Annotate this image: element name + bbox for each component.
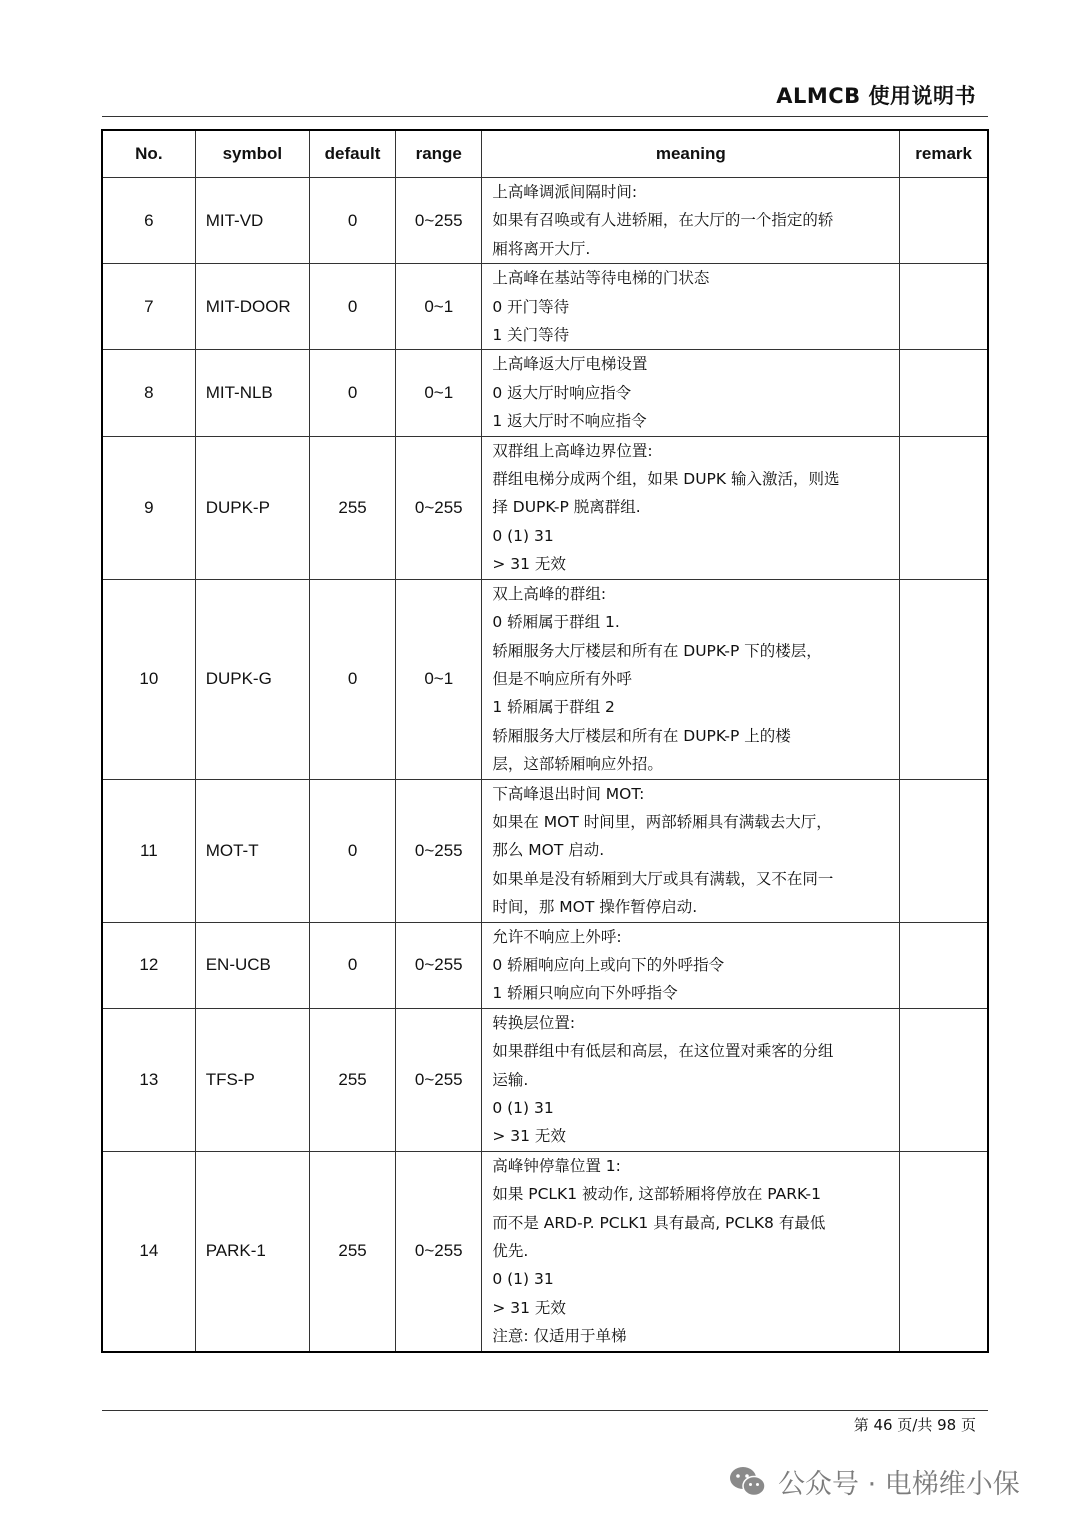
table-row bbox=[102, 350, 988, 436]
cell-no: 6 bbox=[102, 178, 195, 264]
meaning-line: 层，这部轿厢响应外招。 bbox=[492, 755, 663, 774]
meaning-line: 而不是 ARD-P. PCLK1 具有最高, PCLK8 有最低 bbox=[492, 1213, 826, 1232]
meaning-line: > 31 无效 bbox=[492, 1298, 566, 1317]
meaning-line: 注意: 仅适用于单梯 bbox=[492, 1327, 627, 1346]
cell-default: 0 bbox=[309, 779, 395, 922]
meaning-line: 0 (1) 31 bbox=[492, 526, 554, 545]
meaning-line: 优先. bbox=[492, 1242, 529, 1261]
cell-default: 0 bbox=[309, 264, 395, 350]
meaning-line: 双群组上高峰边界位置: bbox=[492, 441, 653, 460]
table-row bbox=[102, 436, 988, 579]
cell-range: 0~255 bbox=[396, 779, 482, 922]
column-header-meaning: meaning bbox=[482, 130, 900, 178]
cell-meaning bbox=[482, 436, 900, 579]
meaning-line: 0 返大厅时响应指令 bbox=[492, 383, 632, 402]
column-header-default: default bbox=[309, 130, 395, 178]
cell-default: 255 bbox=[309, 1008, 395, 1151]
header-rule bbox=[102, 116, 988, 117]
cell-symbol: MIT-DOOR bbox=[195, 264, 309, 350]
column-header-remark: remark bbox=[900, 130, 988, 178]
table-row bbox=[102, 264, 988, 350]
cell-no: 8 bbox=[102, 350, 195, 436]
cell-default: 255 bbox=[309, 1151, 395, 1351]
meaning-line: 0 (1) 31 bbox=[492, 1099, 554, 1117]
cell-remark bbox=[900, 264, 988, 350]
table-row bbox=[102, 1008, 988, 1151]
column-header-range: range bbox=[396, 130, 482, 178]
cell-meaning bbox=[482, 1008, 900, 1151]
meaning-line: > 31 无效 bbox=[492, 1127, 566, 1146]
page-number: 第 46 页/共 98 页 bbox=[853, 1416, 976, 1434]
meaning-line: 如果单是没有轿厢到大厅或具有满载，又不在同一 bbox=[492, 869, 834, 888]
wechat-icon bbox=[728, 1465, 768, 1499]
meaning-line: 时间，那 MOT 操作暂停启动. bbox=[492, 898, 698, 917]
meaning-line: 轿厢服务大厅楼层和所有在 DUPK-P 下的楼层， bbox=[492, 641, 822, 660]
cell-remark bbox=[900, 579, 988, 779]
meaning-line: 群组电梯分成两个组，如果 DUPK 输入激活，则选 bbox=[492, 470, 840, 489]
meaning-line: 如果有召唤或有人进轿厢，在大厅的一个指定的轿 bbox=[492, 211, 834, 230]
meaning-line: 转换层位置: bbox=[492, 1013, 576, 1032]
meaning-line: 上高峰调派间隔时间: bbox=[492, 183, 638, 201]
table-row bbox=[102, 779, 988, 922]
cell-no: 11 bbox=[102, 779, 195, 922]
meaning-line: 但是不响应所有外呼 bbox=[492, 669, 632, 688]
meaning-line: 0 轿厢属于群组 1. bbox=[492, 613, 620, 632]
cell-no: 13 bbox=[102, 1008, 195, 1151]
cell-range: 0~1 bbox=[396, 579, 482, 779]
cell-symbol: MIT-NLB bbox=[195, 350, 309, 436]
meaning-line: 下高峰退出时间 MOT: bbox=[492, 784, 645, 803]
cell-range: 0~1 bbox=[396, 350, 482, 436]
meaning-line: 0 (1) 31 bbox=[492, 1270, 554, 1289]
meaning-line: 0 轿厢响应向上或向下的外呼指令 bbox=[492, 955, 725, 974]
cell-range: 0~255 bbox=[396, 1151, 482, 1351]
cell-default: 0 bbox=[309, 350, 395, 436]
cell-no: 9 bbox=[102, 436, 195, 579]
cell-range: 0~255 bbox=[396, 178, 482, 264]
cell-range: 0~1 bbox=[396, 264, 482, 350]
cell-symbol: MIT-VD bbox=[195, 178, 309, 264]
table-row bbox=[102, 579, 988, 779]
cell-symbol: PARK-1 bbox=[195, 1151, 309, 1351]
meaning-line: 高峰钟停靠位置 1: bbox=[492, 1156, 621, 1175]
cell-symbol: MOT-T bbox=[195, 779, 309, 922]
meaning-line: 1 轿厢只响应向下外呼指令 bbox=[492, 984, 678, 1003]
document-title: ALMCB 使用说明书 bbox=[776, 84, 976, 108]
cell-remark bbox=[900, 779, 988, 922]
meaning-line: 那么 MOT 启动. bbox=[492, 841, 605, 860]
watermark bbox=[728, 1462, 1020, 1501]
meaning-line: 如果群组中有低层和高层，在这位置对乘客的分组 bbox=[492, 1042, 834, 1061]
table-body bbox=[102, 178, 988, 1352]
cell-meaning bbox=[482, 264, 900, 350]
meaning-line: 0 开门等待 bbox=[492, 297, 570, 316]
cell-default: 0 bbox=[309, 922, 395, 1008]
cell-remark bbox=[900, 350, 988, 436]
cell-no: 12 bbox=[102, 922, 195, 1008]
cell-remark bbox=[900, 1151, 988, 1351]
cell-symbol: DUPK-G bbox=[195, 579, 309, 779]
cell-symbol: TFS-P bbox=[195, 1008, 309, 1151]
cell-meaning bbox=[482, 1151, 900, 1351]
column-header-no: No. bbox=[102, 130, 195, 178]
cell-meaning bbox=[482, 579, 900, 779]
meaning-line: 运输. bbox=[492, 1070, 529, 1089]
cell-symbol: DUPK-P bbox=[195, 436, 309, 579]
meaning-line: > 31 无效 bbox=[492, 555, 566, 574]
meaning-line: 如果 PCLK1 被动作, 这部轿厢将停放在 PARK-1 bbox=[492, 1185, 822, 1204]
meaning-line: 1 返大厅时不响应指令 bbox=[492, 412, 647, 431]
meaning-line: 如果在 MOT 时间里，两部轿厢具有满载去大厅， bbox=[492, 812, 832, 831]
meaning-line: 厢将离开大厅. bbox=[492, 239, 591, 258]
meaning-line: 1 轿厢属于群组 2 bbox=[492, 698, 615, 717]
cell-default: 0 bbox=[309, 579, 395, 779]
meaning-line: 择 DUPK-P 脱离群组. bbox=[492, 498, 641, 517]
footer-rule bbox=[102, 1410, 988, 1411]
cell-no: 7 bbox=[102, 264, 195, 350]
meaning-line: 双上高峰的群组: bbox=[492, 584, 607, 603]
cell-meaning bbox=[482, 178, 900, 264]
cell-default: 0 bbox=[309, 178, 395, 264]
cell-meaning bbox=[482, 779, 900, 922]
cell-range: 0~255 bbox=[396, 1008, 482, 1151]
meaning-line: 轿厢服务大厅楼层和所有在 DUPK-P 上的楼 bbox=[492, 726, 791, 745]
meaning-line: 允许不响应上外呼: bbox=[492, 927, 622, 946]
table-row bbox=[102, 922, 988, 1008]
cell-range: 0~255 bbox=[396, 436, 482, 579]
cell-meaning bbox=[482, 350, 900, 436]
cell-meaning bbox=[482, 922, 900, 1008]
table-header-row bbox=[102, 130, 988, 178]
cell-no: 10 bbox=[102, 579, 195, 779]
cell-default: 255 bbox=[309, 436, 395, 579]
cell-symbol: EN-UCB bbox=[195, 922, 309, 1008]
parameter-table bbox=[101, 129, 989, 1353]
cell-range: 0~255 bbox=[396, 922, 482, 1008]
meaning-line: 上高峰返大厅电梯设置 bbox=[492, 355, 648, 374]
watermark-text: 公众号 · 电梯维小保 bbox=[778, 1469, 1020, 1500]
meaning-line: 上高峰在基站等待电梯的门状态 bbox=[492, 269, 710, 288]
table-row bbox=[102, 1151, 988, 1351]
table-row bbox=[102, 178, 988, 264]
cell-remark bbox=[900, 922, 988, 1008]
meaning-line: 1 关门等待 bbox=[492, 326, 570, 345]
cell-remark bbox=[900, 1008, 988, 1151]
cell-remark bbox=[900, 436, 988, 579]
cell-no: 14 bbox=[102, 1151, 195, 1351]
column-header-symbol: symbol bbox=[195, 130, 309, 178]
cell-remark bbox=[900, 178, 988, 264]
